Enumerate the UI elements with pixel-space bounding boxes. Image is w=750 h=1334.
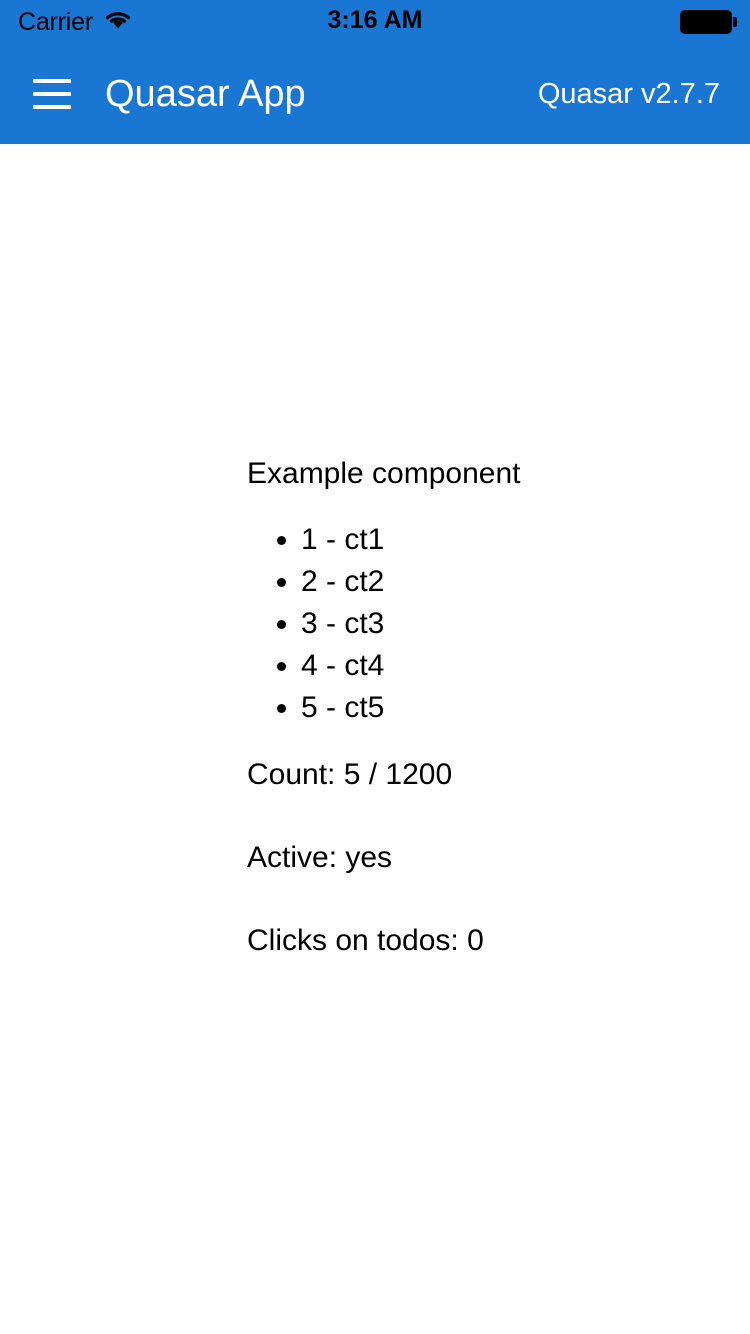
example-component-title: Example component bbox=[247, 457, 521, 490]
count-label: Count: 5 / 1200 bbox=[247, 758, 453, 791]
list-item[interactable]: • 2 - ct2 bbox=[301, 561, 521, 603]
battery-full-icon bbox=[680, 10, 732, 34]
hamburger-menu-icon[interactable] bbox=[24, 66, 80, 122]
list-item[interactable]: • 4 - ct4 bbox=[301, 645, 521, 687]
list-item[interactable]: • 1 - ct1 bbox=[301, 519, 521, 561]
status-bar-time: 3:16 AM bbox=[327, 6, 423, 34]
menu-bar-1 bbox=[33, 79, 71, 83]
page-container bbox=[0, 144, 750, 1334]
carrier-label: Carrier bbox=[18, 7, 93, 36]
todo-list bbox=[247, 519, 521, 729]
clicks-label: Clicks on todos: 0 bbox=[247, 924, 484, 957]
app-toolbar bbox=[0, 44, 750, 144]
active-label: Active: yes bbox=[247, 841, 393, 874]
menu-bar-2 bbox=[33, 92, 71, 96]
quasar-version-label: Quasar v2.7.7 bbox=[537, 77, 720, 110]
list-item[interactable]: • 3 - ct3 bbox=[301, 603, 521, 645]
menu-bar-3 bbox=[33, 105, 71, 109]
status-bar bbox=[0, 0, 750, 44]
list-item[interactable]: • 5 - ct5 bbox=[301, 687, 521, 729]
wifi-icon bbox=[103, 9, 133, 36]
status-bar-left bbox=[18, 8, 133, 37]
example-component bbox=[247, 454, 521, 960]
app-title: Quasar App bbox=[105, 73, 306, 115]
